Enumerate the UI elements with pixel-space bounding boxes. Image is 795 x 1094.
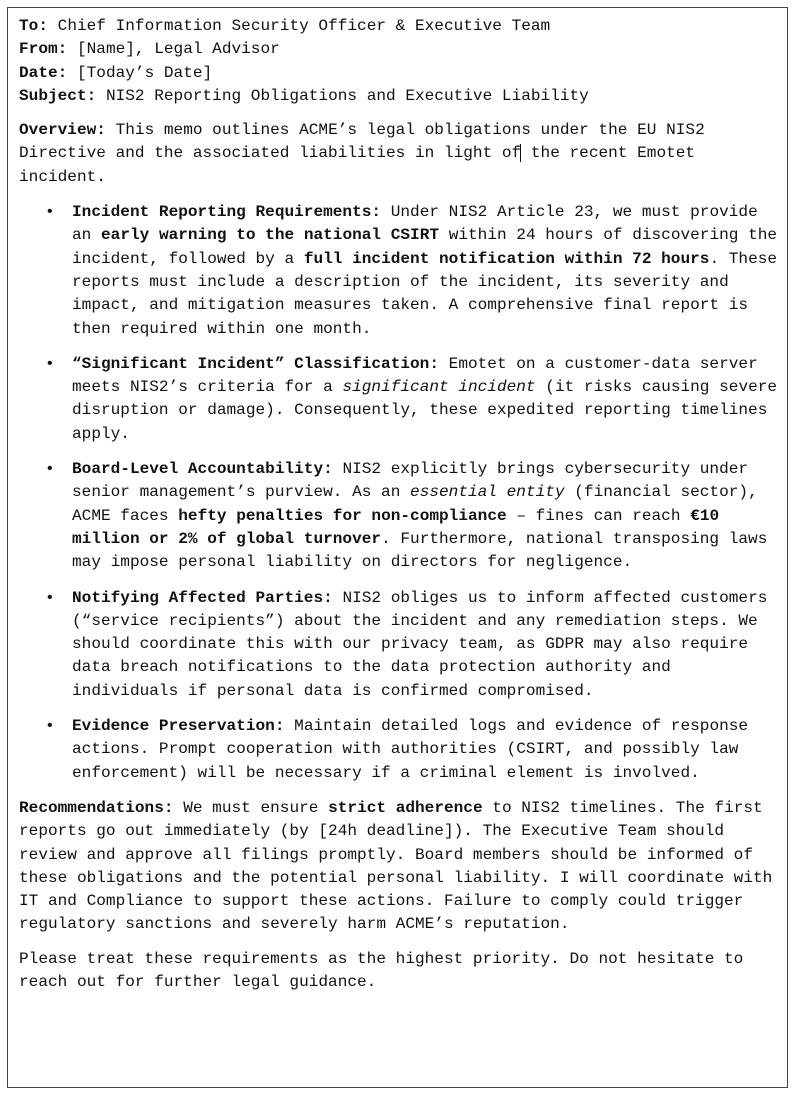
to-line <box>19 15 781 38</box>
list-item-significant-incident <box>72 353 781 446</box>
list-item-notifying-parties <box>72 587 781 703</box>
memo-frame <box>7 7 788 1088</box>
subject-label: Subject: <box>19 86 97 105</box>
text-cursor <box>520 144 521 162</box>
recommendations-paragraph <box>19 797 781 937</box>
bullet-italic: essential entity <box>410 483 565 502</box>
list-item-board-accountability <box>72 458 781 574</box>
bullet-title: Evidence Preservation: <box>72 717 285 736</box>
bullet-text: (financial sector), ACME faces <box>72 483 758 525</box>
bullet-text: NIS2 explicitly brings cybersecurity under senior management’s purview. As an <box>72 460 749 502</box>
from-label: From: <box>19 40 68 59</box>
bullet-title: Board-Level Accountability: <box>72 460 333 479</box>
bullet-text: NIS2 obliges us to inform affected customers (“service recipients”) about the incident and any remediation steps. We should coordinate this with our privacy team, as GDPR may also require data breach notifications to the data protection authority and individuals if personal data is confirmed compromised. <box>72 588 768 700</box>
bullet-text: – fines can reach <box>516 506 681 525</box>
bullet-text: . Furthermore, national transposing laws may impose personal liability on directors for negligence. <box>72 529 768 572</box>
date-line <box>19 62 781 85</box>
bullet-emphasis: hefty penalties for non-compliance <box>178 506 507 525</box>
list-item-incident-reporting <box>72 201 781 341</box>
bullet-text: within 24 hours of discovering the incident, followed by a <box>72 226 778 268</box>
bullet-emphasis: €10 million or 2% of global turnover <box>72 506 720 548</box>
date-label: Date: <box>19 63 68 82</box>
bullet-emphasis: full incident notification within 72 hours <box>303 249 710 268</box>
memo-body[interactable] <box>19 15 781 994</box>
bullet-title: “Significant Incident” Classification: <box>72 354 439 373</box>
bullet-text: (it risks causing severe disruption or damage). Consequently, these expedited reporting timelines apply. <box>72 378 778 443</box>
recommendations-text: We must ensure <box>183 798 319 817</box>
list-item-evidence-preservation <box>72 715 781 785</box>
from-line <box>19 38 781 61</box>
bullet-title: Notifying Affected Parties: <box>72 588 333 607</box>
to-label: To: <box>19 17 48 35</box>
bullet-text: . These reports must include a description of the incident, its severity and impact, and mitigation measures taken. A comprehensive final report is then required within one month. <box>72 249 778 338</box>
bullet-italic: significant incident <box>342 378 536 397</box>
bullet-emphasis: early warning to the national CSIRT <box>101 226 440 245</box>
subject-line <box>19 85 781 108</box>
overview-label: Overview: <box>19 121 106 140</box>
bullet-text: Under NIS2 Article 23, we must provide an <box>72 203 758 245</box>
obligations-list <box>19 201 781 785</box>
overview-paragraph <box>19 119 781 189</box>
to-value: Chief Information Security Officer & Executive Team <box>57 17 551 35</box>
bullet-text: Maintain detailed logs and evidence of response actions. Prompt cooperation with authorities (CSIRT, and possibly law enforcement) will be necessary if a criminal element is involved. <box>72 717 749 782</box>
closing-paragraph: Please treat these requirements as the highest priority. Do not hesitate to reach out for further legal guidance. <box>19 949 744 991</box>
from-value: [Name], Legal Advisor <box>76 40 280 59</box>
bullet-title: Incident Reporting Requirements: <box>72 203 382 222</box>
subject-value: NIS2 Reporting Obligations and Executive Liability <box>105 86 589 105</box>
date-value: [Today’s Date] <box>76 63 213 82</box>
overview-text-b: the recent Emotet incident. <box>19 144 696 186</box>
overview-text-a: This memo outlines ACME’s legal obligations under the EU NIS2 Directive and the associated liabilities in light of <box>19 121 705 163</box>
bullet-text: Emotet on a customer-data server meets NIS2’s criteria for a <box>72 354 758 397</box>
recommendations-text: to NIS2 timelines. The first reports go out immediately (by [24h deadline]). The Executive Team should review and approve all filings promptly. Board members should be informed of these obligations and the potential personal liability. I will coordinate with IT and Compliance to support these actions. Failure to comply could trigger regulatory sanctions and severely harm ACME’s reputation. <box>19 798 773 934</box>
recommendations-emphasis: strict adherence <box>328 798 483 817</box>
recommendations-label: Recommendations: <box>19 798 174 817</box>
